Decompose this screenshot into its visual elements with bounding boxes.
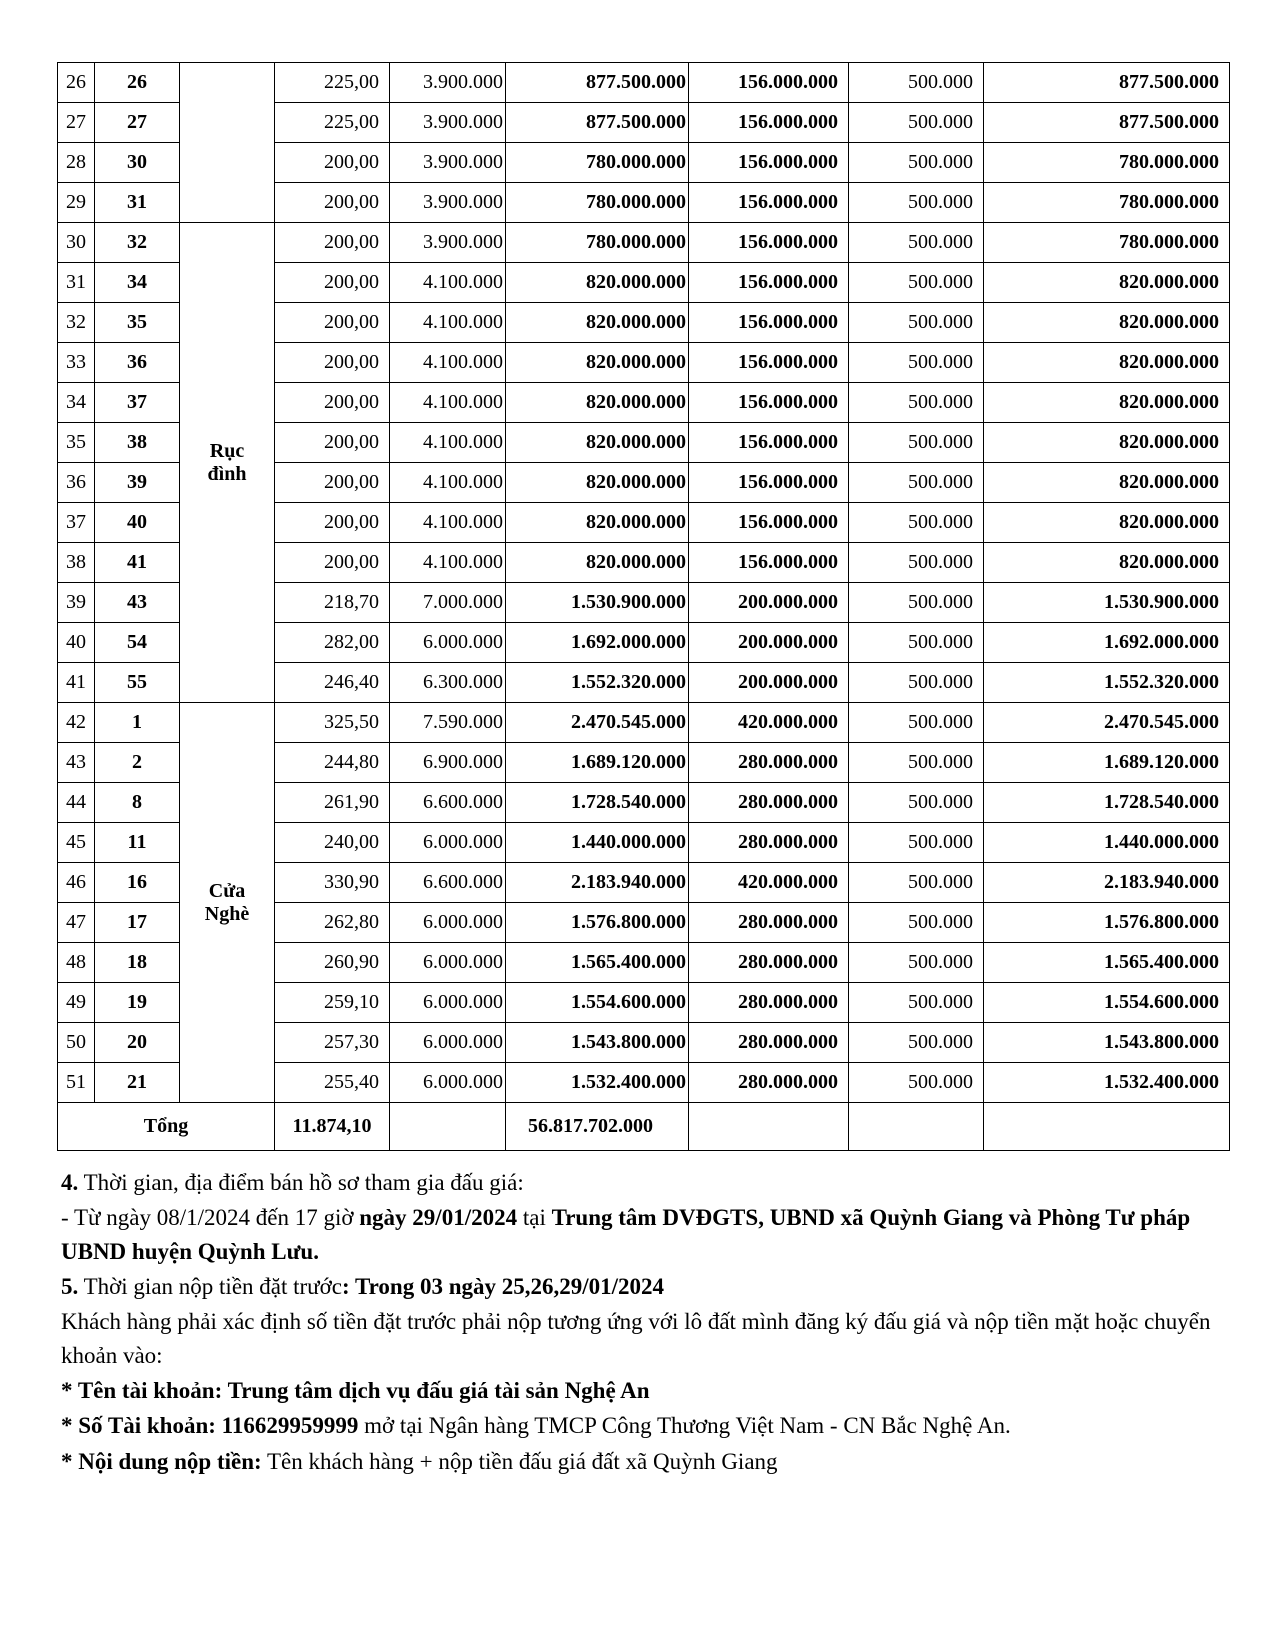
starting-price-cell: 820.000.000 — [506, 503, 689, 543]
total-amount-cell: 1.565.400.000 — [984, 943, 1230, 983]
dossier-fee-cell: 500.000 — [849, 423, 984, 463]
deposit-amount-cell: 420.000.000 — [689, 703, 849, 743]
lot-number-cell: 19 — [95, 983, 180, 1023]
dossier-fee-cell: 500.000 — [849, 743, 984, 783]
deposit-amount-cell: 280.000.000 — [689, 983, 849, 1023]
total-amount-cell: 1.532.400.000 — [984, 1063, 1230, 1103]
table-row — [58, 703, 1230, 743]
row-number-cell: 41 — [58, 663, 95, 703]
dossier-fee-cell: 500.000 — [849, 663, 984, 703]
deposit-amount-cell: 156.000.000 — [689, 103, 849, 143]
land-area-cell: 225,00 — [275, 63, 390, 103]
lot-number-cell: 36 — [95, 343, 180, 383]
row-number-cell: 26 — [58, 63, 95, 103]
total-area-cell: 11.874,10 — [275, 1103, 390, 1151]
row-number-cell: 44 — [58, 783, 95, 823]
lot-number-cell: 26 — [95, 63, 180, 103]
land-area-cell: 244,80 — [275, 743, 390, 783]
dossier-fee-cell: 500.000 — [849, 143, 984, 183]
note-deposit-instruction: Khách hàng phải xác định số tiền đặt trước phải nộp tương ứng với lô đất mình đăng ký đấu giá và nộp tiền mặt hoặc chuyển khoản vào: — [61, 1309, 1211, 1368]
unit-price-cell: 3.900.000 — [390, 183, 506, 223]
deposit-amount-cell: 156.000.000 — [689, 383, 849, 423]
unit-price-cell: 4.100.000 — [390, 303, 506, 343]
dossier-fee-cell: 500.000 — [849, 343, 984, 383]
total-empty-cell — [689, 1103, 849, 1151]
dossier-fee-cell: 500.000 — [849, 543, 984, 583]
unit-price-cell: 6.000.000 — [390, 983, 506, 1023]
deposit-amount-cell: 156.000.000 — [689, 423, 849, 463]
starting-price-cell: 1.576.800.000 — [506, 903, 689, 943]
land-area-cell: 257,30 — [275, 1023, 390, 1063]
lot-number-cell: 18 — [95, 943, 180, 983]
land-area-cell: 200,00 — [275, 303, 390, 343]
lot-number-cell: 21 — [95, 1063, 180, 1103]
total-empty-cell — [984, 1103, 1230, 1151]
unit-price-cell: 4.100.000 — [390, 503, 506, 543]
lot-number-cell: 11 — [95, 823, 180, 863]
land-area-cell: 259,10 — [275, 983, 390, 1023]
deposit-amount-cell: 280.000.000 — [689, 743, 849, 783]
unit-price-cell: 6.000.000 — [390, 1063, 506, 1103]
land-area-cell: 200,00 — [275, 343, 390, 383]
starting-price-cell: 780.000.000 — [506, 223, 689, 263]
row-number-cell: 29 — [58, 183, 95, 223]
unit-price-cell: 4.100.000 — [390, 423, 506, 463]
note-account-name: * Tên tài khoản: Trung tâm dịch vụ đấu giá tài sản Nghệ An — [61, 1378, 650, 1404]
row-number-cell: 33 — [58, 343, 95, 383]
dossier-fee-cell: 500.000 — [849, 303, 984, 343]
dossier-fee-cell: 500.000 — [849, 383, 984, 423]
starting-price-cell: 1.565.400.000 — [506, 943, 689, 983]
dossier-fee-cell: 500.000 — [849, 223, 984, 263]
lot-number-cell: 8 — [95, 783, 180, 823]
table-body — [58, 63, 1230, 1151]
total-amount-cell: 820.000.000 — [984, 383, 1230, 423]
starting-price-cell: 1.692.000.000 — [506, 623, 689, 663]
unit-price-cell: 6.000.000 — [390, 1023, 506, 1063]
starting-price-cell: 820.000.000 — [506, 383, 689, 423]
unit-price-cell: 6.000.000 — [390, 823, 506, 863]
unit-price-cell: 6.900.000 — [390, 743, 506, 783]
dossier-fee-cell: 500.000 — [849, 263, 984, 303]
total-amount-cell: 877.500.000 — [984, 63, 1230, 103]
land-area-cell: 330,90 — [275, 863, 390, 903]
dossier-fee-cell: 500.000 — [849, 103, 984, 143]
unit-price-cell: 6.000.000 — [390, 903, 506, 943]
total-amount-cell: 780.000.000 — [984, 223, 1230, 263]
total-amount-cell: 1.576.800.000 — [984, 903, 1230, 943]
row-number-cell: 48 — [58, 943, 95, 983]
unit-price-cell: 6.000.000 — [390, 943, 506, 983]
row-number-cell: 30 — [58, 223, 95, 263]
row-number-cell: 46 — [58, 863, 95, 903]
deposit-amount-cell: 156.000.000 — [689, 143, 849, 183]
starting-price-cell: 2.470.545.000 — [506, 703, 689, 743]
total-amount-cell: 820.000.000 — [984, 263, 1230, 303]
lot-number-cell: 37 — [95, 383, 180, 423]
lot-number-cell: 27 — [95, 103, 180, 143]
total-empty-cell — [390, 1103, 506, 1151]
row-number-cell: 37 — [58, 503, 95, 543]
row-number-cell: 43 — [58, 743, 95, 783]
row-number-cell: 50 — [58, 1023, 95, 1063]
deposit-amount-cell: 156.000.000 — [689, 463, 849, 503]
starting-price-cell: 780.000.000 — [506, 143, 689, 183]
land-area-cell: 200,00 — [275, 263, 390, 303]
note-item-4: 4. Thời gian, địa điểm bán hồ sơ tham gia đấu giá: — [61, 1170, 524, 1195]
area-name-cell — [180, 703, 275, 1103]
deposit-amount-cell: 280.000.000 — [689, 783, 849, 823]
auction-notes — [61, 1166, 1221, 1480]
starting-price-cell: 1.543.800.000 — [506, 1023, 689, 1063]
starting-price-cell: 820.000.000 — [506, 463, 689, 503]
lot-number-cell: 31 — [95, 183, 180, 223]
auction-lot-table — [57, 62, 1230, 1151]
total-amount-cell: 820.000.000 — [984, 423, 1230, 463]
area-name-cell — [180, 223, 275, 703]
land-area-cell: 282,00 — [275, 623, 390, 663]
dossier-fee-cell: 500.000 — [849, 183, 984, 223]
deposit-amount-cell: 156.000.000 — [689, 63, 849, 103]
lot-number-cell: 43 — [95, 583, 180, 623]
row-number-cell: 40 — [58, 623, 95, 663]
unit-price-cell: 3.900.000 — [390, 63, 506, 103]
unit-price-cell: 6.000.000 — [390, 623, 506, 663]
starting-price-cell: 780.000.000 — [506, 183, 689, 223]
lot-number-cell: 20 — [95, 1023, 180, 1063]
lot-number-cell: 16 — [95, 863, 180, 903]
total-amount-cell: 820.000.000 — [984, 543, 1230, 583]
starting-price-cell: 2.183.940.000 — [506, 863, 689, 903]
area-name-cell — [180, 63, 275, 223]
dossier-fee-cell: 500.000 — [849, 943, 984, 983]
lot-number-cell: 41 — [95, 543, 180, 583]
starting-price-cell: 1.552.320.000 — [506, 663, 689, 703]
land-area-cell: 255,40 — [275, 1063, 390, 1103]
unit-price-cell: 7.590.000 — [390, 703, 506, 743]
lot-number-cell: 35 — [95, 303, 180, 343]
total-amount-cell: 877.500.000 — [984, 103, 1230, 143]
deposit-amount-cell: 420.000.000 — [689, 863, 849, 903]
land-area-cell: 262,80 — [275, 903, 390, 943]
unit-price-cell: 6.300.000 — [390, 663, 506, 703]
deposit-amount-cell: 156.000.000 — [689, 343, 849, 383]
unit-price-cell: 4.100.000 — [390, 463, 506, 503]
starting-price-cell: 1.554.600.000 — [506, 983, 689, 1023]
lot-number-cell: 55 — [95, 663, 180, 703]
total-amount-cell: 820.000.000 — [984, 303, 1230, 343]
total-row — [58, 1103, 1230, 1151]
row-number-cell: 51 — [58, 1063, 95, 1103]
row-number-cell: 39 — [58, 583, 95, 623]
dossier-fee-cell: 500.000 — [849, 983, 984, 1023]
dossier-fee-cell: 500.000 — [849, 703, 984, 743]
dossier-fee-cell: 500.000 — [849, 503, 984, 543]
total-amount-cell: 2.183.940.000 — [984, 863, 1230, 903]
land-area-cell: 200,00 — [275, 463, 390, 503]
starting-price-cell: 1.728.540.000 — [506, 783, 689, 823]
unit-price-cell: 3.900.000 — [390, 143, 506, 183]
starting-price-cell: 1.532.400.000 — [506, 1063, 689, 1103]
total-amount-cell: 780.000.000 — [984, 183, 1230, 223]
land-area-cell: 200,00 — [275, 383, 390, 423]
dossier-fee-cell: 500.000 — [849, 1023, 984, 1063]
deposit-amount-cell: 200.000.000 — [689, 663, 849, 703]
total-amount-cell: 820.000.000 — [984, 503, 1230, 543]
deposit-amount-cell: 280.000.000 — [689, 943, 849, 983]
land-area-cell: 240,00 — [275, 823, 390, 863]
deposit-amount-cell: 156.000.000 — [689, 543, 849, 583]
land-area-cell: 200,00 — [275, 543, 390, 583]
total-amount-cell: 1.552.320.000 — [984, 663, 1230, 703]
unit-price-cell: 6.600.000 — [390, 783, 506, 823]
area-name-line: Cửa — [208, 879, 246, 902]
lot-number-cell: 17 — [95, 903, 180, 943]
lot-number-cell: 40 — [95, 503, 180, 543]
row-number-cell: 36 — [58, 463, 95, 503]
land-area-cell: 200,00 — [275, 503, 390, 543]
lot-number-cell: 2 — [95, 743, 180, 783]
auction-lot-table-container — [57, 62, 1229, 1151]
lot-number-cell: 1 — [95, 703, 180, 743]
deposit-amount-cell: 156.000.000 — [689, 503, 849, 543]
land-area-cell: 200,00 — [275, 143, 390, 183]
dossier-fee-cell: 500.000 — [849, 903, 984, 943]
total-amount-cell: 1.554.600.000 — [984, 983, 1230, 1023]
deposit-amount-cell: 280.000.000 — [689, 1023, 849, 1063]
dossier-fee-cell: 500.000 — [849, 463, 984, 503]
total-starting-price-cell: 56.817.702.000 — [506, 1103, 689, 1151]
total-amount-cell: 820.000.000 — [984, 343, 1230, 383]
total-amount-cell: 1.689.120.000 — [984, 743, 1230, 783]
total-amount-cell: 1.692.000.000 — [984, 623, 1230, 663]
starting-price-cell: 820.000.000 — [506, 543, 689, 583]
land-area-cell: 261,90 — [275, 783, 390, 823]
deposit-amount-cell: 156.000.000 — [689, 183, 849, 223]
unit-price-cell: 6.600.000 — [390, 863, 506, 903]
total-amount-cell: 1.440.000.000 — [984, 823, 1230, 863]
deposit-amount-cell: 280.000.000 — [689, 823, 849, 863]
deposit-amount-cell: 156.000.000 — [689, 223, 849, 263]
unit-price-cell: 4.100.000 — [390, 263, 506, 303]
starting-price-cell: 1.440.000.000 — [506, 823, 689, 863]
row-number-cell: 32 — [58, 303, 95, 343]
lot-number-cell: 39 — [95, 463, 180, 503]
starting-price-cell: 1.689.120.000 — [506, 743, 689, 783]
area-name-line: đình — [207, 462, 247, 485]
lot-number-cell: 32 — [95, 223, 180, 263]
starting-price-cell: 820.000.000 — [506, 263, 689, 303]
total-amount-cell: 1.728.540.000 — [984, 783, 1230, 823]
dossier-fee-cell: 500.000 — [849, 63, 984, 103]
dossier-fee-cell: 500.000 — [849, 1063, 984, 1103]
land-area-cell: 325,50 — [275, 703, 390, 743]
land-area-cell: 225,00 — [275, 103, 390, 143]
total-amount-cell: 1.530.900.000 — [984, 583, 1230, 623]
deposit-amount-cell: 156.000.000 — [689, 303, 849, 343]
row-number-cell: 42 — [58, 703, 95, 743]
note-account-number: * Số Tài khoản: 116629959999 mở tại Ngân hàng TMCP Công Thương Việt Nam - CN Bắc Nghệ An. — [61, 1413, 1011, 1439]
unit-price-cell: 4.100.000 — [390, 343, 506, 383]
total-amount-cell: 780.000.000 — [984, 143, 1230, 183]
row-number-cell: 34 — [58, 383, 95, 423]
starting-price-cell: 1.530.900.000 — [506, 583, 689, 623]
deposit-amount-cell: 200.000.000 — [689, 583, 849, 623]
land-area-cell: 246,40 — [275, 663, 390, 703]
row-number-cell: 35 — [58, 423, 95, 463]
area-name-line: Rục — [209, 439, 245, 462]
row-number-cell: 31 — [58, 263, 95, 303]
dossier-fee-cell: 500.000 — [849, 623, 984, 663]
starting-price-cell: 820.000.000 — [506, 303, 689, 343]
row-number-cell: 28 — [58, 143, 95, 183]
table-row — [58, 223, 1230, 263]
deposit-amount-cell: 156.000.000 — [689, 263, 849, 303]
unit-price-cell: 4.100.000 — [390, 543, 506, 583]
row-number-cell: 45 — [58, 823, 95, 863]
deposit-amount-cell: 280.000.000 — [689, 1063, 849, 1103]
lot-number-cell: 54 — [95, 623, 180, 663]
lot-number-cell: 34 — [95, 263, 180, 303]
land-area-cell: 218,70 — [275, 583, 390, 623]
starting-price-cell: 820.000.000 — [506, 423, 689, 463]
lot-number-cell: 38 — [95, 423, 180, 463]
dossier-fee-cell: 500.000 — [849, 583, 984, 623]
unit-price-cell: 3.900.000 — [390, 103, 506, 143]
land-area-cell: 200,00 — [275, 423, 390, 463]
dossier-fee-cell: 500.000 — [849, 783, 984, 823]
unit-price-cell: 4.100.000 — [390, 383, 506, 423]
note-sale-period: - Từ ngày 08/1/2024 đến 17 giờ ngày 29/01/2024 tại Trung tâm DVĐGTS, UBND xã Quỳnh Giang và Phòng Tư pháp UBND huyện Quỳnh Lưu. — [61, 1205, 1191, 1264]
deposit-amount-cell: 280.000.000 — [689, 903, 849, 943]
row-number-cell: 27 — [58, 103, 95, 143]
area-name-line: Nghè — [204, 902, 250, 925]
row-number-cell: 38 — [58, 543, 95, 583]
unit-price-cell: 3.900.000 — [390, 223, 506, 263]
land-area-cell: 200,00 — [275, 183, 390, 223]
starting-price-cell: 877.500.000 — [506, 63, 689, 103]
starting-price-cell: 820.000.000 — [506, 343, 689, 383]
table-row — [58, 63, 1230, 103]
total-label-cell: Tổng — [58, 1103, 275, 1151]
total-amount-cell: 820.000.000 — [984, 463, 1230, 503]
starting-price-cell: 877.500.000 — [506, 103, 689, 143]
total-amount-cell: 1.543.800.000 — [984, 1023, 1230, 1063]
row-number-cell: 47 — [58, 903, 95, 943]
row-number-cell: 49 — [58, 983, 95, 1023]
total-amount-cell: 2.470.545.000 — [984, 703, 1230, 743]
dossier-fee-cell: 500.000 — [849, 823, 984, 863]
unit-price-cell: 7.000.000 — [390, 583, 506, 623]
deposit-amount-cell: 200.000.000 — [689, 623, 849, 663]
land-area-cell: 200,00 — [275, 223, 390, 263]
dossier-fee-cell: 500.000 — [849, 863, 984, 903]
note-item-5: 5. Thời gian nộp tiền đặt trước: Trong 03 ngày 25,26,29/01/2024 — [61, 1274, 665, 1300]
lot-number-cell: 30 — [95, 143, 180, 183]
land-area-cell: 260,90 — [275, 943, 390, 983]
note-payment-content: * Nội dung nộp tiền: Tên khách hàng + nộp tiền đấu giá đất xã Quỳnh Giang — [61, 1448, 778, 1474]
total-empty-cell — [849, 1103, 984, 1151]
